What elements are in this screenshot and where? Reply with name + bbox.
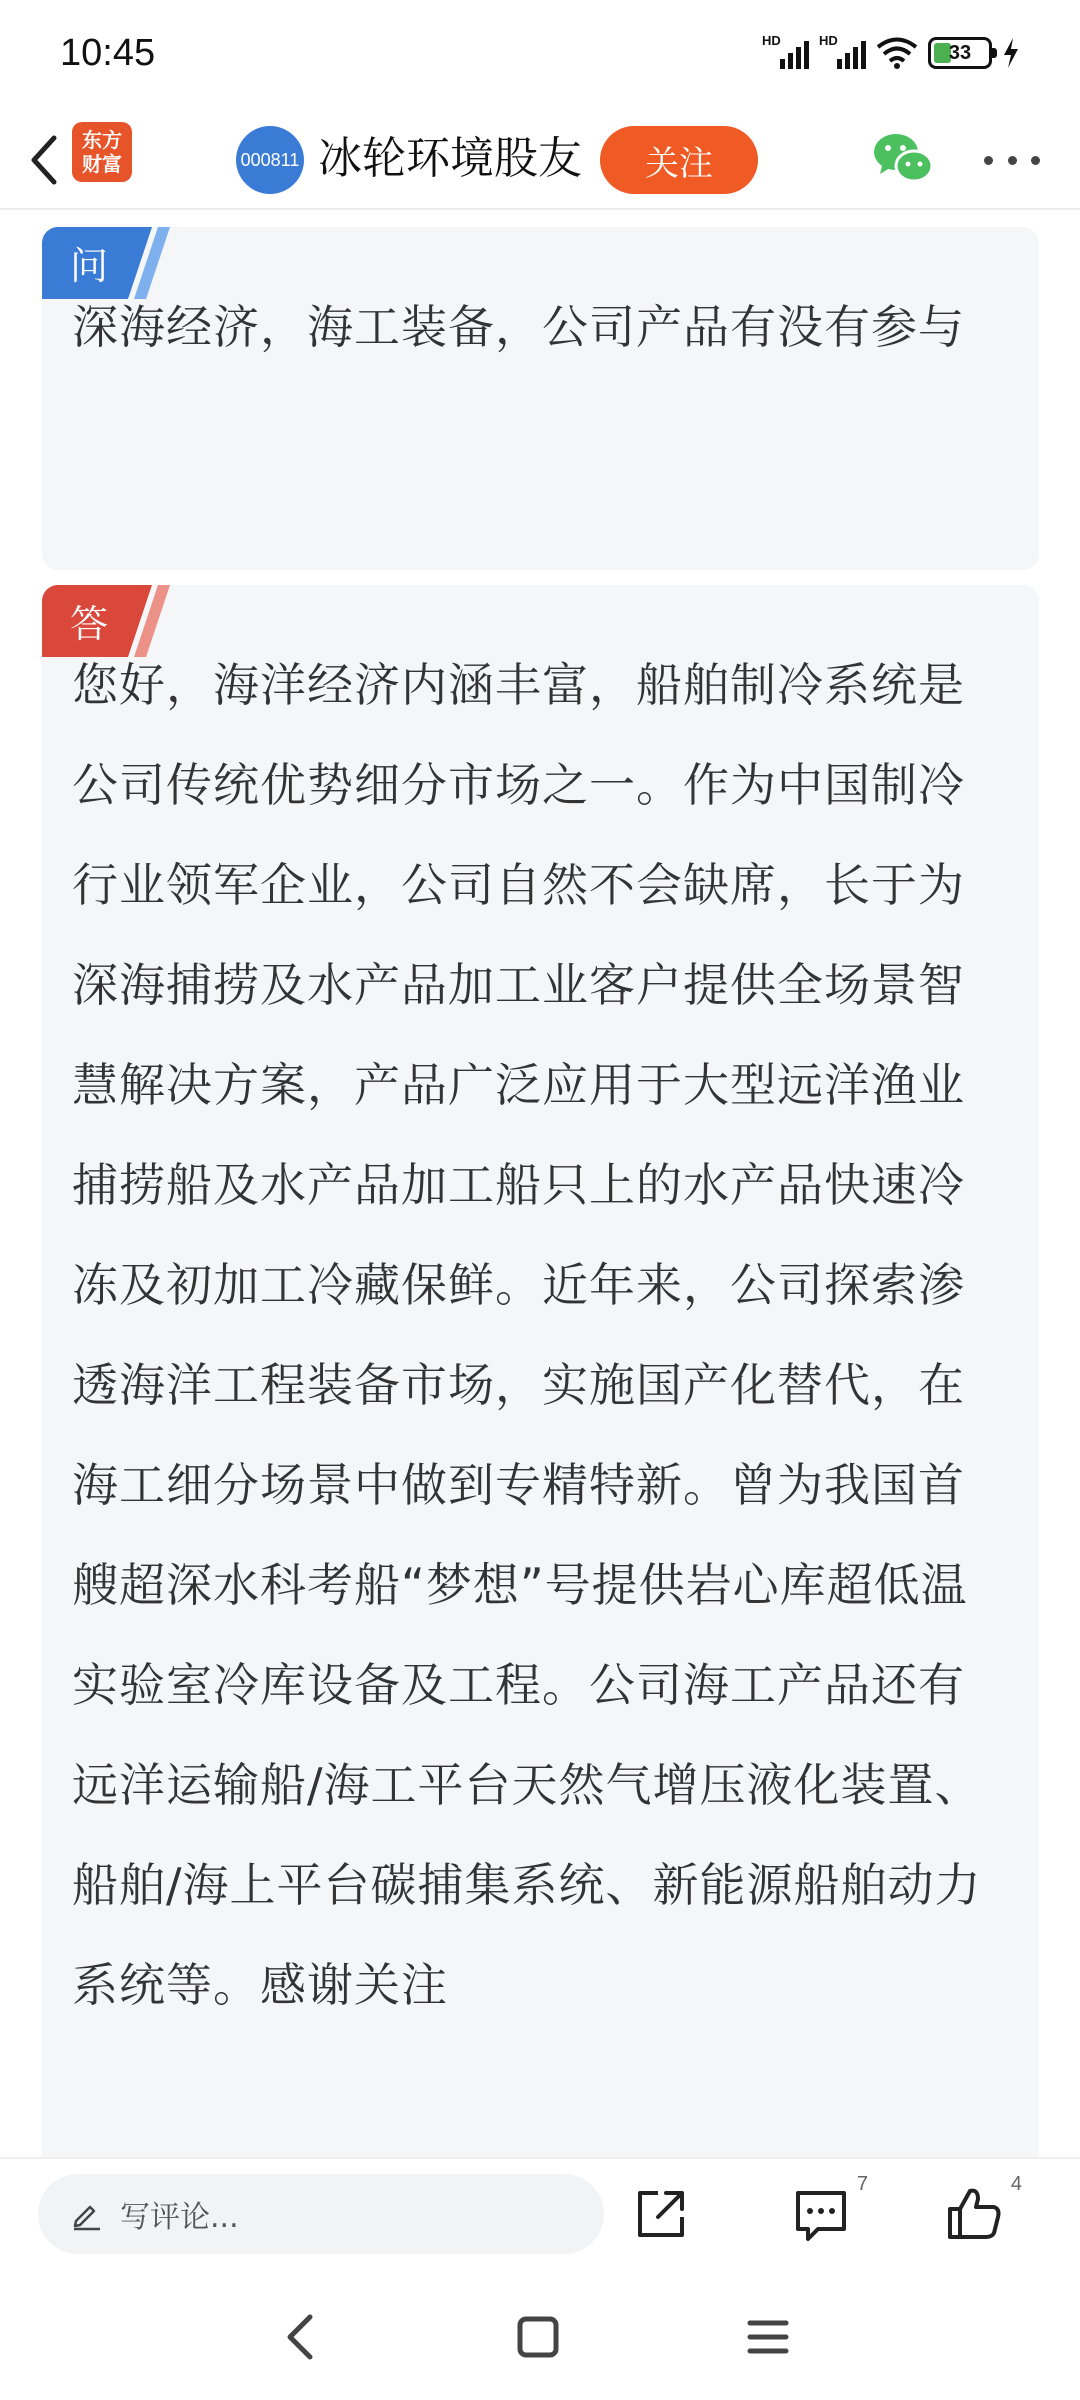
comment-placeholder: 写评论... (120, 2200, 239, 2235)
nav-menu-icon[interactable] (738, 2307, 798, 2367)
comment-icon (788, 2181, 854, 2247)
bottom-action-bar (0, 2157, 1080, 2267)
top-bar (0, 110, 1080, 210)
answer-card (42, 585, 1039, 2157)
charging-icon (1002, 37, 1020, 69)
status-bar (0, 0, 1080, 110)
pencil-icon (70, 2197, 104, 2231)
like-button[interactable] (942, 2173, 1022, 2247)
answer-text: 您好，海洋经济内涵丰富，船舶制冷系统是公司传统优势细分市场之一。作为中国制冷行业领军企业，公司自然不会缺席，长于为深海捕捞及水产品加工业客户提供全场景智慧解决方案，产品广泛应用于大型远洋渔业捕捞船及水产品加工船只上的水产品快速冷冻及初加工冷藏保鲜。近年来，公司探索渗透海洋工程装备市场，实施国产化替代，在海工细分场景中做到专精特新。曾为我国首艘超深水科考船“梦想”号提供岩心库超低温实验室冷库设备及工程。公司海工产品还有远洋运输船/海工平台天然气增压液化装置、船舶/海上平台碳捕集系统、新能源船舶动力系统等。感谢关注 (72, 658, 982, 2012)
battery-icon (928, 37, 992, 69)
network-type-label: HD (819, 33, 838, 48)
wechat-share-icon[interactable] (872, 128, 934, 188)
share-icon (628, 2181, 694, 2247)
comment-count: 7 (856, 2173, 868, 2195)
battery-level: 33 (948, 41, 972, 64)
chevron-left-icon (26, 134, 62, 186)
question-text: 深海经济，海工装备，公司产品有没有参与 (72, 300, 965, 354)
wifi-icon (876, 36, 918, 70)
nav-back-icon[interactable] (272, 2307, 332, 2367)
stock-code-badge[interactable]: 000811 (236, 126, 304, 194)
question-tag: 问 (70, 244, 109, 288)
forum-title: 冰轮环境股友 (318, 133, 582, 184)
like-count: 4 (1010, 2173, 1022, 2195)
status-icons (762, 33, 1020, 70)
comments-button[interactable] (788, 2173, 868, 2247)
follow-button[interactable]: 关注 (600, 126, 758, 194)
nav-home-icon[interactable] (508, 2307, 568, 2367)
signal-icon (762, 33, 809, 69)
system-nav-bar (0, 2267, 1080, 2400)
app-logo[interactable]: 东方 财富 (72, 122, 132, 182)
back-button[interactable] (16, 132, 72, 188)
status-time: 10:45 (60, 32, 156, 74)
signal-icon (819, 33, 866, 69)
comment-input[interactable] (38, 2174, 604, 2254)
qa-content (0, 212, 1080, 2157)
thumbs-up-icon (942, 2181, 1008, 2247)
more-icon[interactable] (984, 146, 1040, 174)
network-type-label: HD (762, 33, 781, 48)
question-card (42, 227, 1039, 570)
share-button[interactable] (628, 2181, 694, 2247)
answer-tag: 答 (70, 602, 109, 646)
